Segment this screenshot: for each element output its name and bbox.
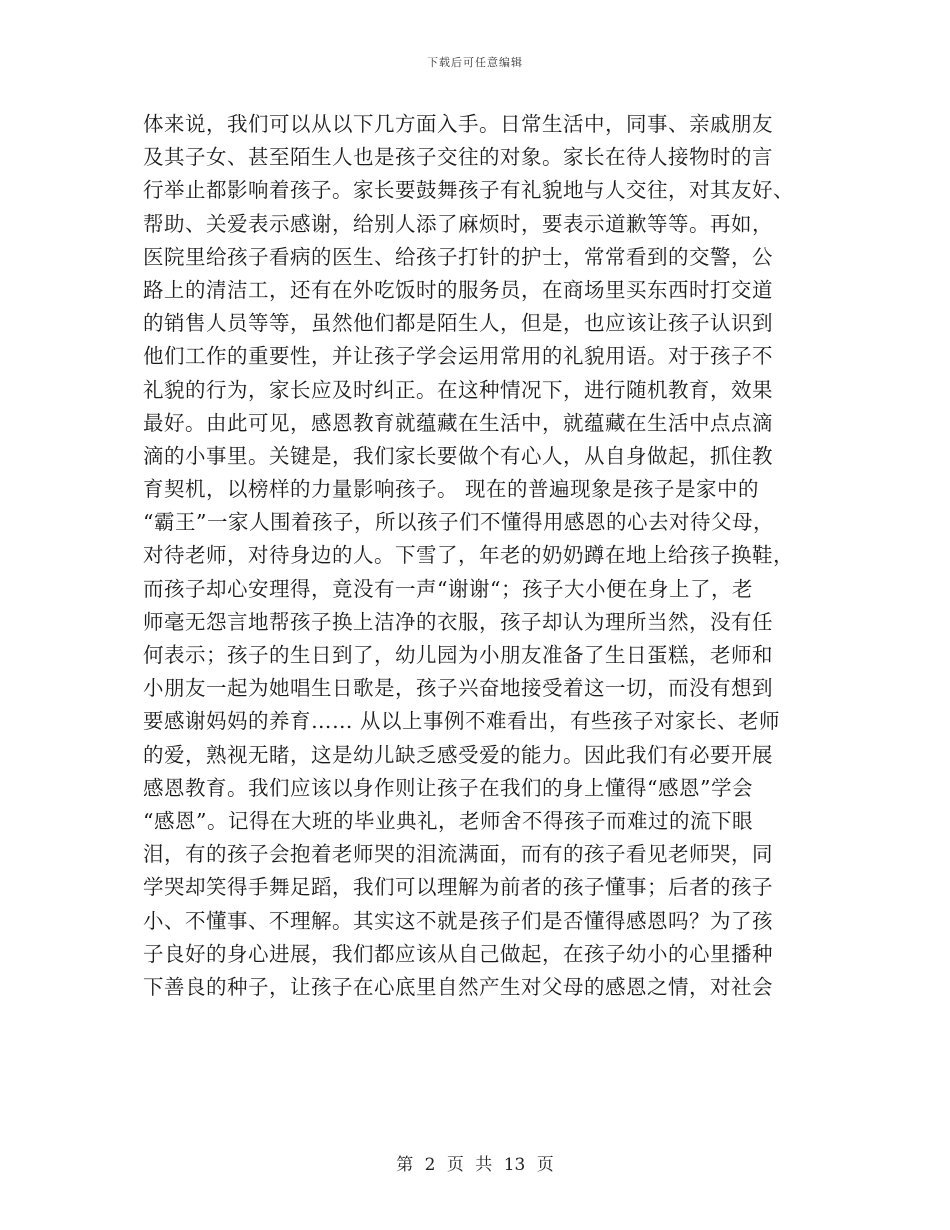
text-line: 下善良的种子，让孩子在心底里自然产生对父母的感恩之情，对社会 bbox=[143, 974, 773, 999]
text-line: 对待老师，对待身边的人。下雪了，年老的奶奶蹲在地上给孩子换鞋， bbox=[143, 543, 794, 568]
text-line: 师毫无怨言地帮孩子换上洁净的衣服，孩子却认为理所当然，没有任 bbox=[143, 609, 773, 634]
text-line: 学哭却笑得手舞足蹈，我们可以理解为前者的孩子懂事；后者的孩子 bbox=[143, 875, 773, 900]
text-line: 小、不懂事、不理解。其实这不就是孩子们是否懂得感恩吗？为了孩 bbox=[143, 908, 773, 933]
text-line: 泪，有的孩子会抱着老师哭的泪流满面，而有的孩子看见老师哭，同 bbox=[143, 842, 773, 867]
text-line: 最好。由此可见，感恩教育就蕴藏在生活中，就蕴藏在生活中点点滴 bbox=[143, 410, 773, 435]
text-line: 路上的清洁工，还有在外吃饭时的服务员，在商场里买东西时打交道 bbox=[143, 277, 773, 302]
text-line: “霸王”一家人围着孩子，所以孩子们不懂得用感恩的心去对待父母， bbox=[143, 510, 774, 535]
text-line: 的销售人员等等，虽然他们都是陌生人，但是，也应该让孩子认识到 bbox=[143, 311, 773, 336]
body-text bbox=[143, 108, 807, 1004]
text-line: 感恩教育。我们应该以身作则让孩子在我们的身上懂得“感恩”学会 bbox=[143, 775, 753, 800]
text-line: 他们工作的重要性，并让孩子学会运用常用的礼貌用语。对于孩子不 bbox=[143, 344, 773, 369]
text-line: “感恩”。记得在大班的毕业典礼，老师舍不得孩子而难过的流下眼 bbox=[143, 808, 753, 833]
text-line: 及其子女、甚至陌生人也是孩子交往的对象。家长在待人接物时的言 bbox=[143, 145, 773, 170]
text-line: 育契机，以榜样的力量影响孩子。 现在的普遍现象是孩子是家中的 bbox=[143, 477, 760, 502]
text-line: 帮助、关爱表示感谢，给别人添了麻烦时，要表示道歉等等。再如， bbox=[143, 211, 773, 236]
text-line: 的爱，熟视无睹，这是幼儿缺乏感受爱的能力。因此我们有必要开展 bbox=[143, 742, 773, 767]
text-line: 子良好的身心进展，我们都应该从自己做起，在孩子幼小的心里播种 bbox=[143, 941, 773, 966]
text-line: 医院里给孩子看病的医生、给孩子打针的护士，常常看到的交警，公 bbox=[143, 244, 773, 269]
text-line: 要感谢妈妈的养育…… 从以上事例不难看出，有些孩子对家长、老师 bbox=[143, 709, 781, 734]
text-line: 何表示；孩子的生日到了，幼儿园为小朋友准备了生日蛋糕，老师和 bbox=[143, 643, 773, 667]
text-line: 体来说，我们可以从以下几方面入手。日常生活中，同事、亲戚朋友 bbox=[143, 112, 773, 136]
text-line: 而孩子却心安理得，竟没有一声“谢谢“；孩子大小便在身上了，老 bbox=[143, 576, 753, 601]
page-number-footer: 第 2 页 共 13 页 bbox=[396, 1155, 554, 1175]
text-line: 礼貌的行为，家长应及时纠正。在这种情况下，进行随机教育，效果 bbox=[143, 377, 773, 402]
text-line: 滴的小事里。关键是，我们家长要做个有心人，从自身做起，抓住教 bbox=[143, 443, 773, 468]
text-line: 小朋友一起为她唱生日歌是，孩子兴奋地接受着这一切，而没有想到 bbox=[143, 676, 773, 701]
page-header: 下载后可任意编辑 bbox=[427, 56, 523, 69]
text-line: 行举止都影响着孩子。家长要鼓舞孩子有礼貌地与人交往，对其友好、 bbox=[143, 178, 794, 203]
